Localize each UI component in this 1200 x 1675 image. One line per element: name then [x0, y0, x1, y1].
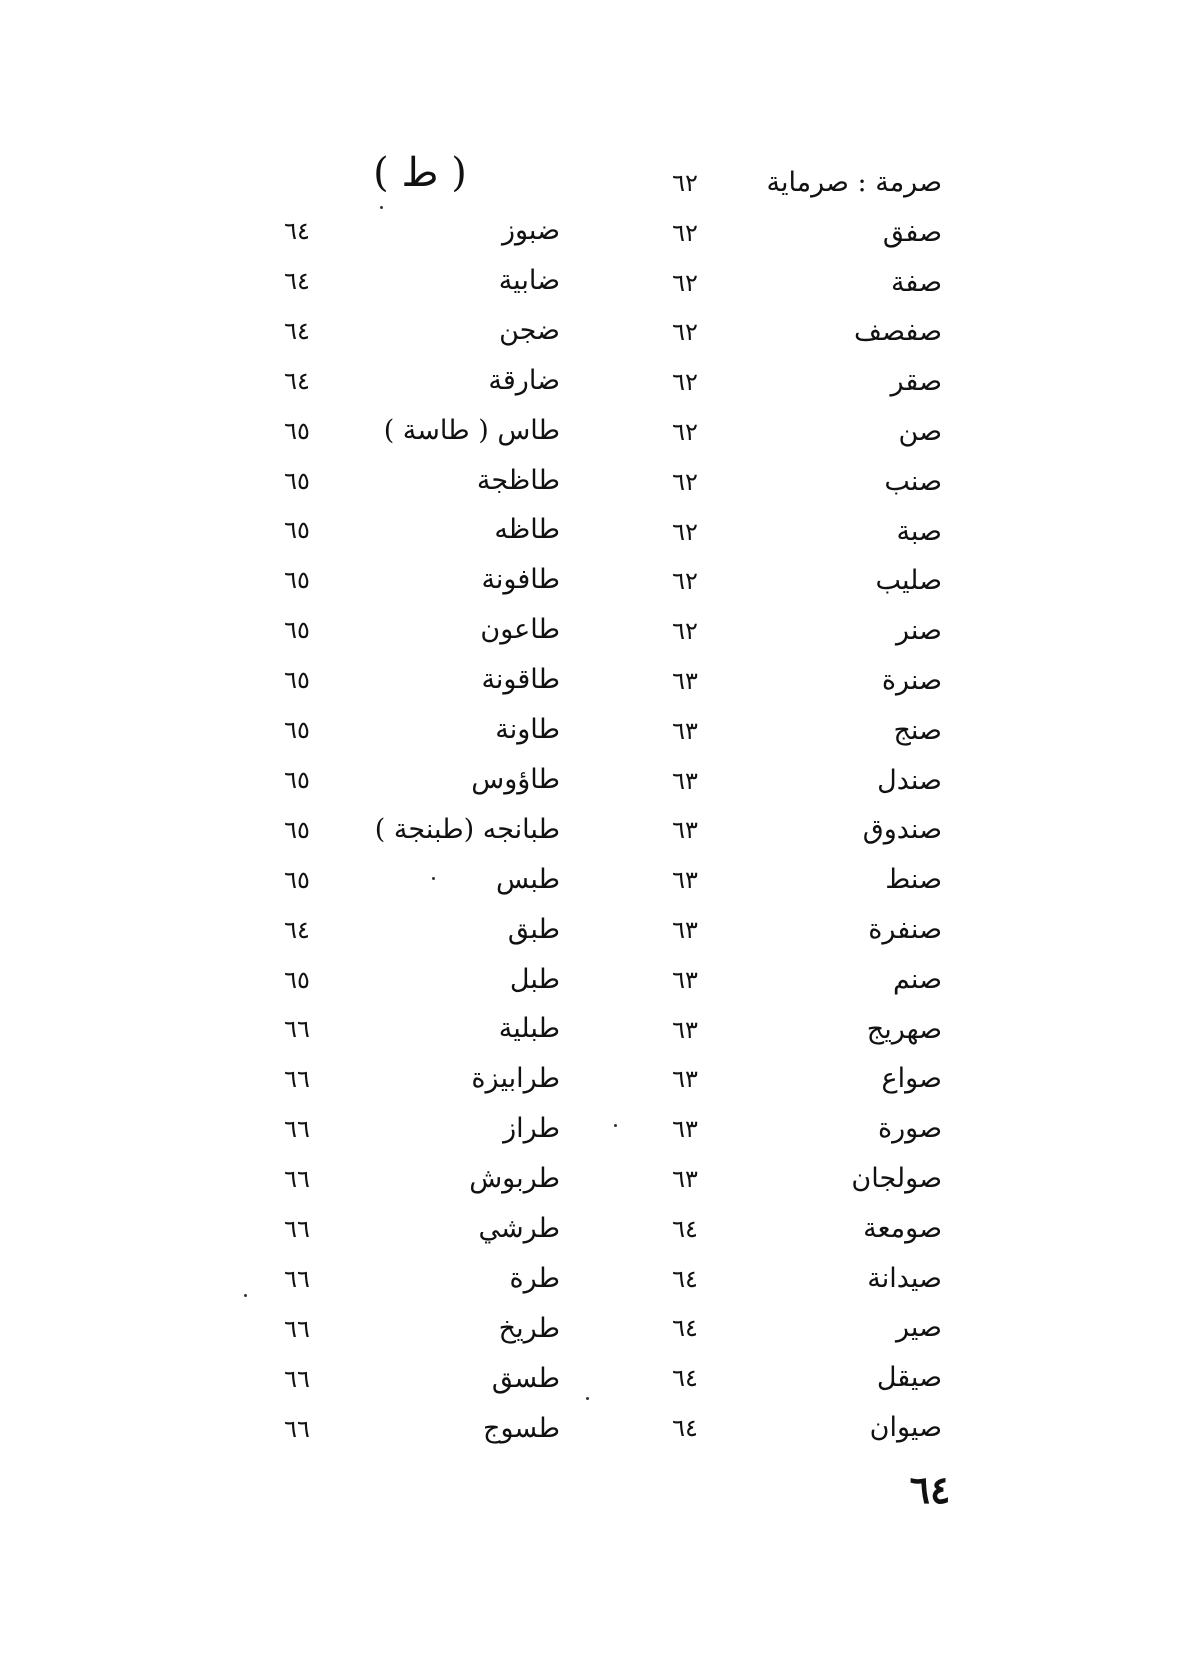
index-entry-word: صير [896, 1312, 942, 1344]
scan-speck [380, 206, 383, 209]
index-entry-page: ٦٣ [672, 1065, 698, 1094]
index-entry-word: ضبوز [501, 215, 560, 246]
index-entry-page: ٦٤ [672, 1264, 698, 1293]
index-entry-page: ٦٤ [672, 1414, 698, 1442]
index-entry-page: ٦٦ [284, 1165, 310, 1194]
index-entry-page: ٦٣ [672, 716, 698, 745]
index-entry-word: صنر [896, 615, 942, 647]
index-entry-word: صومعة [863, 1212, 942, 1244]
index-entry-page: ٦٥ [284, 616, 310, 645]
index-entry-page: ٦٤ [284, 915, 310, 944]
index-entry-word: طبلية [498, 1013, 560, 1045]
scan-speck [432, 877, 435, 880]
index-entry-word: طبق [507, 913, 560, 945]
index-entry-word: طرة [509, 1262, 560, 1294]
index-entry-word: صنج [893, 714, 942, 746]
index-entry-word: صنط [885, 864, 942, 896]
index-entry-word: صورة [877, 1113, 942, 1145]
index-entry-page: ٦٢ [672, 467, 698, 496]
index-entry-page: ٦٢ [672, 368, 698, 397]
index-entry-page: ٦٢ [672, 418, 698, 446]
index-entry-page: ٦٥ [284, 965, 310, 994]
index-entry-page: ٦٥ [284, 666, 310, 695]
index-entry-page: ٦٦ [284, 1215, 310, 1243]
index-entry-page: ٦٣ [672, 816, 698, 845]
index-entry-word: صواع [881, 1063, 942, 1095]
index-entry-page: ٦٥ [284, 466, 310, 495]
index-entry-page: ٦٥ [284, 865, 310, 894]
index-entry-page: ٦٦ [284, 1264, 310, 1293]
index-entry-word: صنفرة [868, 914, 942, 945]
index-entry-page: ٦٥ [284, 716, 310, 744]
index-entry-word: طبانجه (طبنجة ) [374, 813, 560, 845]
index-entry-word: طاقونة [481, 664, 560, 696]
index-entry-word: صرمة : صرماية [766, 167, 942, 198]
page-number: ٦٤ [909, 1467, 951, 1512]
index-entry-word: صقر [890, 366, 942, 398]
index-entry-page: ٦٢ [672, 218, 698, 247]
index-entry-word: صيقل [876, 1362, 942, 1394]
index-entry-word: طاؤوس [471, 763, 560, 795]
index-entry-page: ٦٢ [672, 169, 698, 197]
index-entry-word: طريخ [498, 1312, 560, 1344]
index-entry-page: ٦٥ [284, 765, 310, 794]
index-entry-page: ٦٦ [284, 1314, 310, 1343]
index-entry-page: ٦٤ [284, 316, 310, 345]
index-entry-page: ٦٢ [672, 318, 698, 347]
index-entry-word: صيدانة [867, 1262, 942, 1294]
index-entry-word: صنرة [881, 665, 942, 696]
index-entry-page: ٦٣ [672, 916, 698, 944]
index-entry-word: صنم [892, 963, 942, 995]
index-entry-page: ٦٤ [284, 217, 310, 245]
index-entry-page: ٦٦ [284, 1364, 310, 1393]
index-entry-word: صيوان [869, 1412, 942, 1443]
index-entry-word: طاعون [480, 614, 560, 646]
index-entry-word: صنب [884, 465, 942, 497]
index-entry-word: صهريج [866, 1013, 942, 1045]
index-entry-page: ٦٤ [672, 1314, 698, 1343]
index-entry-page: ٦٢ [672, 567, 698, 596]
index-entry-page: ٦٢ [672, 268, 698, 297]
scan-speck [586, 1397, 589, 1400]
index-entry-word: صن [898, 416, 942, 447]
index-entry-word: طبل [509, 963, 560, 995]
index-entry-page: ٦٣ [672, 1115, 698, 1144]
scan-speck [614, 1124, 617, 1127]
index-entry-word: صفصف [854, 316, 942, 348]
index-entry-word: طسوج [483, 1412, 560, 1444]
index-entry-page: ٦٦ [284, 1065, 310, 1094]
index-entry-page: ٦٦ [284, 1115, 310, 1144]
index-entry-word: صندل [877, 764, 942, 796]
index-entry-word: صندوق [862, 814, 942, 846]
index-entry-word: طسق [491, 1362, 560, 1394]
index-entry-page: ٦٤ [284, 266, 310, 295]
index-entry-page: ٦٢ [672, 617, 698, 646]
index-entry-word: طاس ( طاسة ) [383, 414, 560, 446]
index-entry-page: ٦٤ [672, 1364, 698, 1393]
index-entry-page: ٦٣ [672, 667, 698, 695]
index-entry-word: صفق [882, 216, 942, 248]
index-entry-word: طرشي [478, 1213, 560, 1244]
index-entry-word: طبس [495, 863, 560, 895]
index-entry-word: طربوش [469, 1163, 560, 1195]
index-entry-page: ٦٣ [672, 866, 698, 895]
index-entry-word: طاظجة [476, 464, 560, 496]
index-entry-word: صولجان [851, 1163, 942, 1194]
index-entry-page: ٦٥ [284, 416, 310, 445]
index-entry-word: صبة [896, 515, 942, 547]
section-letter-heading: ( ط ) [373, 150, 467, 196]
index-entry-word: طاونة [495, 714, 560, 745]
index-entry-page: ٦٤ [284, 366, 310, 395]
scan-speck [244, 1294, 247, 1297]
index-entry-word: صفة [890, 266, 942, 298]
index-entry-page: ٦٣ [672, 1165, 698, 1193]
index-entry-page: ٦٥ [284, 815, 310, 844]
index-entry-word: طرابيزة [471, 1063, 560, 1095]
index-entry-page: ٦٣ [672, 766, 698, 795]
index-entry-page: ٦٥ [284, 516, 310, 545]
index-entry-page: ٦٣ [672, 965, 698, 994]
index-entry-word: ضجن [499, 314, 560, 346]
index-entry-word: طافونة [481, 564, 560, 596]
index-entry-page: ٦٦ [284, 1414, 310, 1443]
index-entry-page: ٦٣ [672, 1015, 698, 1044]
index-entry-word: طاظه [494, 514, 560, 546]
index-entry-word: ضابية [498, 264, 560, 296]
index-entry-word: صليب [875, 565, 942, 597]
index-entry-word: طراز [503, 1113, 560, 1145]
index-entry-page: ٦٦ [284, 1015, 310, 1044]
index-entry-page: ٦٤ [672, 1214, 698, 1243]
index-entry-page: ٦٢ [672, 517, 698, 546]
index-entry-word: ضارقة [488, 364, 560, 396]
index-entry-page: ٦٥ [284, 566, 310, 595]
